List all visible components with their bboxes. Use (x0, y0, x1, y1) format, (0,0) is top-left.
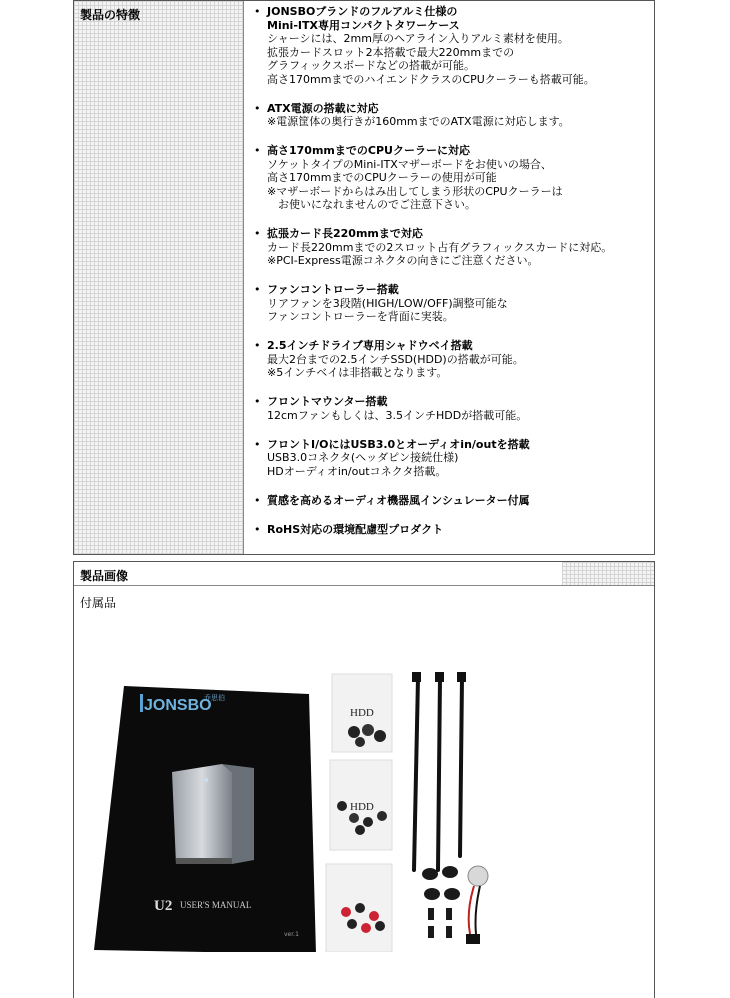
accessories-photo (94, 672, 494, 952)
feature-title: • JONSBOブランドのフルアルミ仕様の (267, 5, 458, 18)
feature-item (254, 523, 649, 537)
feature-title: • 質感を高めるオーディオ機器風インシュレーター付属 (267, 493, 530, 507)
feature-title: • 高さ170mmまでのCPUクーラーに対応 (267, 144, 470, 157)
features-label-cell (74, 1, 244, 554)
manual-title: USER'S MANUAL (180, 900, 252, 910)
feature-line: 高さ170mmまでのCPUクーラーの使用が可能 (267, 171, 497, 184)
feature-line: お使いになれませんのでご注意下さい。 (267, 198, 476, 211)
feature-item (254, 102, 649, 129)
screw-bag-3 (326, 864, 392, 952)
screw-bag-2 (330, 760, 392, 850)
features-content (254, 5, 649, 536)
feature-line: 拡張カードスロット2本搭載で最大220mmまでの (267, 45, 515, 59)
insulator-feet (422, 866, 460, 938)
bag-1-label: HDD (350, 707, 374, 719)
features-table (73, 0, 655, 555)
images-caption: 付属品 (80, 596, 117, 610)
screw-bag-1 (332, 674, 392, 752)
feature-line: リアファンを3段階(HIGH/LOW/OFF)調整可能な (267, 296, 508, 310)
manual-model: U2 (154, 898, 173, 914)
user-manual (94, 686, 316, 952)
feature-line: グラフィックスボードなどの搭載が可能。 (267, 59, 476, 72)
feature-line: ※電源筐体の奥行きが160mmまでのATX電源に対応します。 (267, 115, 570, 128)
feature-item (254, 283, 649, 324)
bag-2-label: HDD (350, 801, 374, 813)
feature-line: ※5インチベイは非搭載となります。 (267, 366, 448, 379)
feature-item (254, 339, 649, 380)
feature-title: • ATX電源の搭載に対応 (267, 101, 379, 115)
feature-item (254, 438, 649, 479)
feature-item (254, 5, 649, 86)
header-pattern (562, 562, 654, 585)
feature-line: ※PCI-Express電源コネクタの向きにご注意ください。 (267, 254, 539, 267)
feature-line: USB3.0コネクタ(ヘッダピン接続仕様) (267, 451, 459, 464)
feature-item (254, 227, 649, 268)
feature-title: • 拡張カード長220mmまで対応 (267, 227, 423, 240)
feature-line: HDオーディオin/outコネクタ搭載。 (267, 464, 447, 478)
cable-ties (414, 678, 462, 870)
features-label: 製品の特徴 (80, 8, 141, 22)
feature-item (254, 395, 649, 422)
feature-item (254, 144, 649, 212)
feature-line: シャーシには、2mm厚のヘアライン入りアルミ素材を使用。 (267, 32, 569, 45)
feature-line: ファンコントローラーを背面に実装。 (267, 310, 454, 323)
feature-item (254, 494, 649, 508)
features-list (254, 5, 649, 536)
feature-title: • RoHS対応の環境配慮型プロダクト (267, 522, 444, 536)
feature-line: カード長220mmまでの2スロット占有グラフィックスカードに対応。 (267, 240, 613, 254)
feature-title: • フロントマウンター搭載 (267, 395, 388, 408)
feature-title: • ファンコントローラー搭載 (267, 283, 399, 296)
images-header-title: 製品画像 (80, 569, 129, 583)
feature-line: ※マザーボードからはみ出してしまう形状のCPUクーラーは (267, 184, 563, 198)
pc-case-illustration (172, 764, 254, 864)
product-images-section (73, 561, 655, 998)
feature-line: 12cmファンもしくは、3.5インチHDDが搭載可能。 (267, 408, 528, 422)
images-header (74, 562, 654, 586)
feature-title: • 2.5インチドライブ専用シャドウベイ搭載 (267, 339, 473, 352)
feature-title: • フロントI/OにはUSB3.0とオーディオin/outを搭載 (267, 437, 530, 451)
feature-line: 最大2台までの2.5インチSSD(HDD)の搭載が可能。 (267, 352, 524, 366)
feature-line: ソケットタイプのMini-ITXマザーボードをお使いの場合、 (267, 157, 552, 171)
manual-version: ver.1 (284, 931, 299, 938)
manual-brand: JONSBO (144, 697, 212, 714)
feature-line: 高さ170mmまでのハイエンドクラスのCPUクーラーも搭載可能。 (267, 72, 595, 86)
manual-brand-sub: 乔思伯 (204, 694, 225, 702)
feature-line: Mini-ITX専用コンパクトタワーケース (267, 18, 460, 32)
buzzer-with-cable (466, 866, 488, 944)
